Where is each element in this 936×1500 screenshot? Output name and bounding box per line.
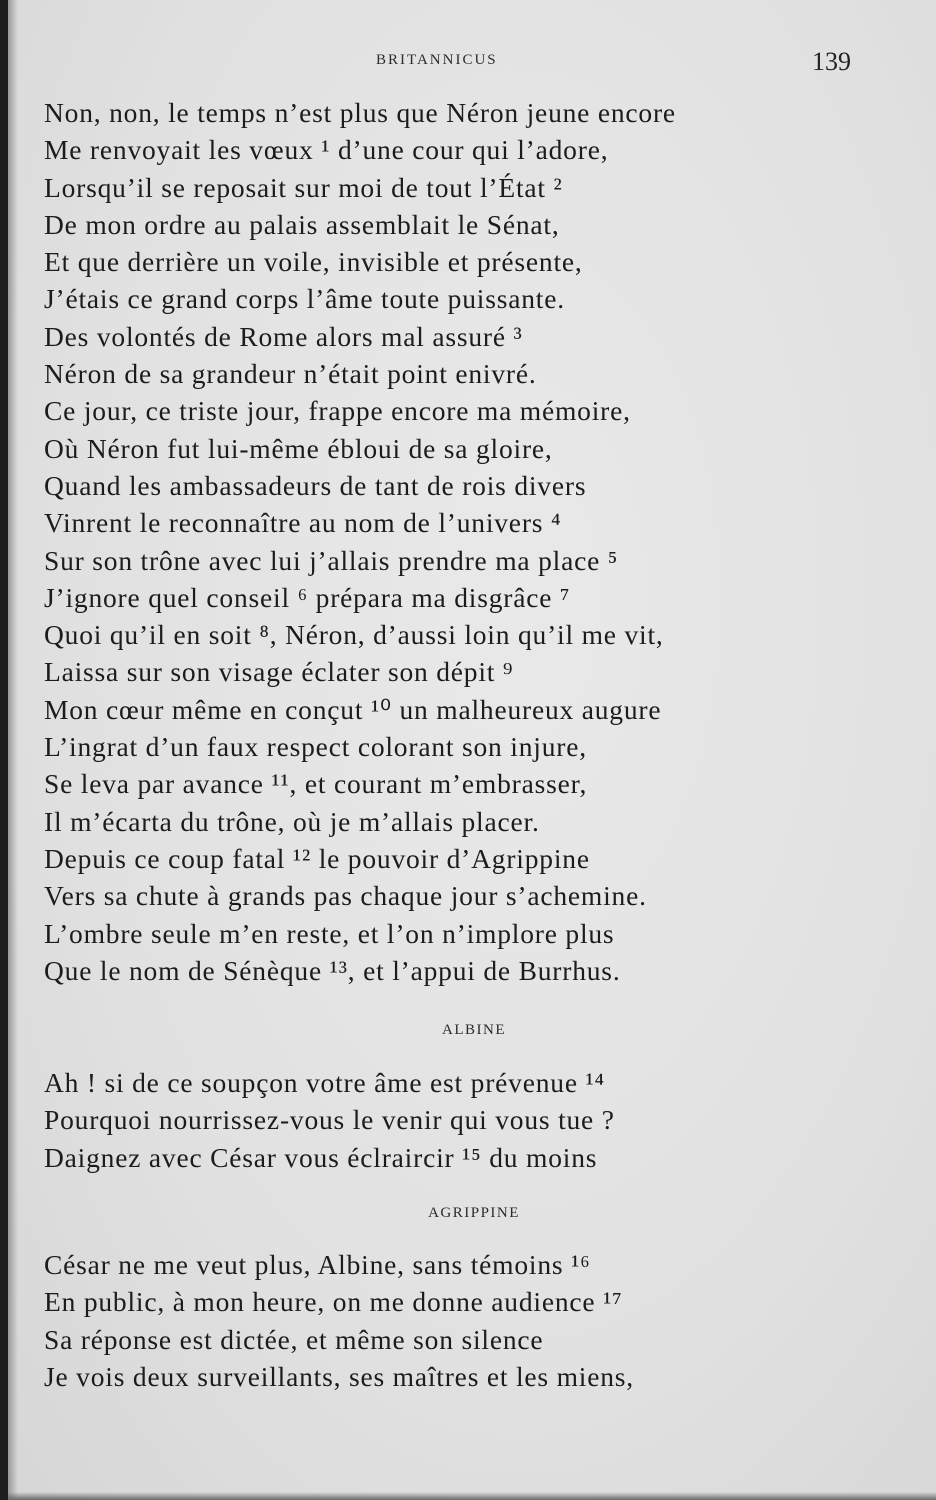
verse-line: Où Néron fut lui-même ébloui de sa gloire, [44,432,553,464]
verse-line: Mon cœur même en conçut ¹⁰ un malheureux augure [44,693,662,725]
verse-line: J’étais ce grand corps l’âme toute puissante. [44,283,565,315]
verse-line: L’ingrat d’un faux respect colorant son injure, [44,731,587,763]
verse-stanza-agrippine [44,1246,634,1395]
verse-line: Néron de sa grandeur n’était point enivré. [44,358,537,390]
verse-line: Quand les ambassadeurs de tant de rois divers [44,469,587,501]
verse-line: Quoi qu’il en soit ⁸, Néron, d’aussi loin qu’il me vit, [44,619,664,651]
running-head [8,47,936,76]
speaker-name-albine: ALBINE [442,1022,506,1038]
verse-line: Vinrent le reconnaître au nom de l’univers ⁴ [44,507,562,539]
verse-line: Et que derrière un voile, invisible et présente, [44,246,583,278]
verse-line: César ne me veut plus, Albine, sans témoins ¹⁶ [44,1249,591,1280]
page-bottom-edge [8,1492,936,1500]
verse-line: Vers sa chute à grands pas chaque jour s’achemine. [44,880,647,912]
verse-line: Que le nom de Sénèque ¹³, et l’appui de Burrhus. [44,954,621,986]
verse-stanza-albine [44,1064,615,1176]
verse-line: Je vois deux surveillants, ses maîtres et les miens, [44,1360,634,1392]
verse-line: Sur son trône avec lui j’allais prendre ma place ⁵ [44,544,619,576]
verse-stanza-agrippine-speech [44,94,676,989]
verse-line: De mon ordre au palais assemblait le Sénat, [44,208,560,240]
page-number: 139 [812,47,851,76]
verse-line: Sa réponse est dictée, et même son silence [44,1323,544,1355]
verse-line: Il m’écarta du trône, où je m’allais placer. [44,805,540,837]
verse-line: Ah ! si de ce soupçon votre âme est prévenue ¹⁴ [44,1067,605,1098]
speaker-name-agrippine: AGRIPPINE [428,1205,520,1221]
verse-line: Depuis ce coup fatal ¹² le pouvoir d’Agrippine [44,842,590,874]
verse-line: Des volontés de Rome alors mal assuré ³ [44,320,523,352]
verse-line: Non, non, le temps n’est plus que Néron jeune encore [44,97,676,128]
verse-line: Me renvoyait les vœux ¹ d’une cour qui l’adore, [44,134,609,166]
verse-line: Laissa sur son visage éclater son dépit ⁹ [44,656,514,688]
running-title: BRITANNICUS [376,52,498,68]
verse-line: Se leva par avance ¹¹, et courant m’embrasser, [44,768,588,800]
verse-line: En public, à mon heure, on me donne audience ¹⁷ [44,1286,623,1318]
verse-line: Pourquoi nourrissez-vous le venir qui vous tue ? [44,1104,615,1136]
verse-line: L’ombre seule m’en reste, et l’on n’implore plus [44,917,615,949]
verse-line: J’ignore quel conseil ⁶ prépara ma disgrâce ⁷ [44,581,571,613]
verse-line: Daignez avec César vous éclraircir ¹⁵ du moins [44,1141,598,1173]
book-page [8,0,936,1500]
verse-line: Lorsqu’il se reposait sur moi de tout l’État ² [44,171,563,203]
verse-line: Ce jour, ce triste jour, frappe encore ma mémoire, [44,395,631,427]
spine-shadow [8,0,18,1500]
